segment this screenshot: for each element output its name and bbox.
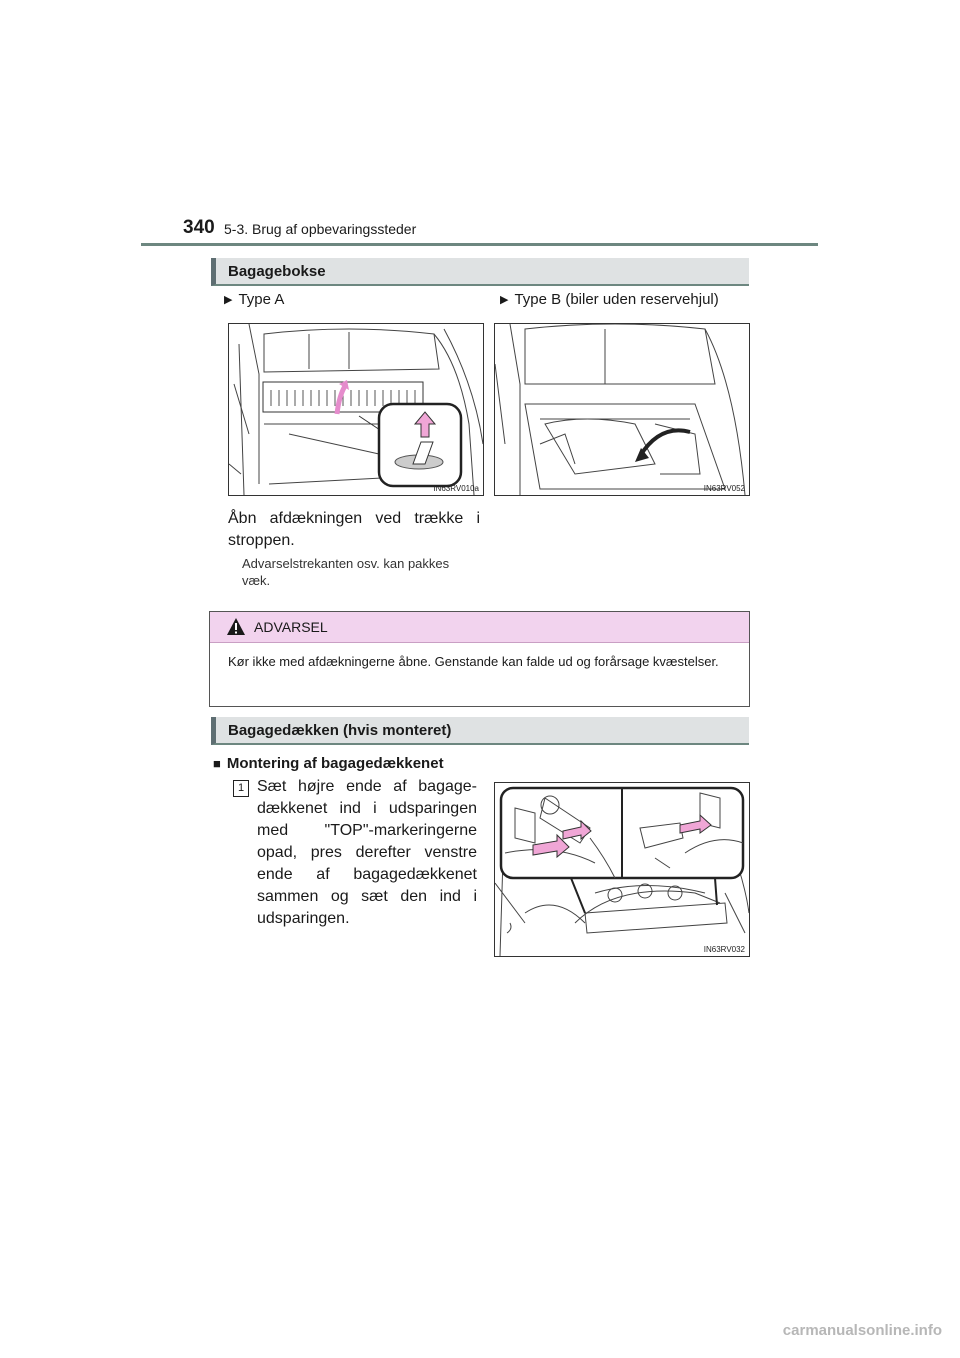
- luggage-box-b-illustration: [495, 324, 749, 495]
- section-heading-luggage-boxes: [211, 258, 749, 286]
- curved-arrow-icon: [640, 430, 690, 456]
- warning-title: ADVARSEL: [254, 619, 328, 635]
- section-title: Bagagebokse: [228, 263, 326, 280]
- figure-type-b: [494, 323, 750, 496]
- warning-text: Kør ikke med afdækningerne åbne. Genstande kan falde ud og forårsage kvæstelser.: [228, 654, 719, 669]
- figure-luggage-cover: [494, 782, 750, 957]
- section-heading-luggage-cover: [211, 717, 749, 745]
- subheading-install-cover: ■ Montering af bagagedækkenet: [213, 755, 444, 772]
- triangle-bullet-icon: ▶: [224, 294, 233, 306]
- square-bullet-icon: ■: [213, 756, 221, 771]
- type-a-label: ▶ Type A: [224, 291, 285, 308]
- note-text: Advarselstrekanten osv. kan pakkes væk.: [242, 556, 450, 588]
- chapter-title: 5-3. Brug af opbevaringssteder: [224, 221, 417, 237]
- warning-header: [210, 612, 749, 643]
- figure-type-a: [228, 323, 484, 496]
- warning-box: [209, 611, 750, 707]
- type-b-label: ▶ Type B (biler uden reservehjul): [500, 291, 719, 308]
- step-number-badge: 1: [233, 780, 249, 797]
- figure-code: IN63RV032: [703, 945, 745, 954]
- header-divider: [141, 243, 818, 246]
- triangle-bullet-icon: ▶: [500, 294, 509, 306]
- watermark: carmanualsonline.info: [782, 1322, 942, 1339]
- figure-code: IN63RV052: [703, 484, 745, 493]
- figure-code: IN63RV010a: [433, 484, 479, 493]
- page-number: 340: [183, 217, 215, 238]
- luggage-cover-illustration: [495, 783, 749, 956]
- section-title: Bagagedækken (hvis monteret): [228, 722, 452, 739]
- warning-triangle-icon: [226, 617, 246, 636]
- step-instruction-text: Sæt højre ende af bagage-dækkenet ind i udsparingen med "TOP"-markeringerne opad, pres derefter venstre ende af bagagedækkenet sammen og sæt den ind i udsparingen.: [257, 778, 477, 927]
- instruction-text: Åbn afdækningen ved trække i stroppen.: [228, 510, 480, 549]
- luggage-box-a-illustration: [229, 324, 483, 495]
